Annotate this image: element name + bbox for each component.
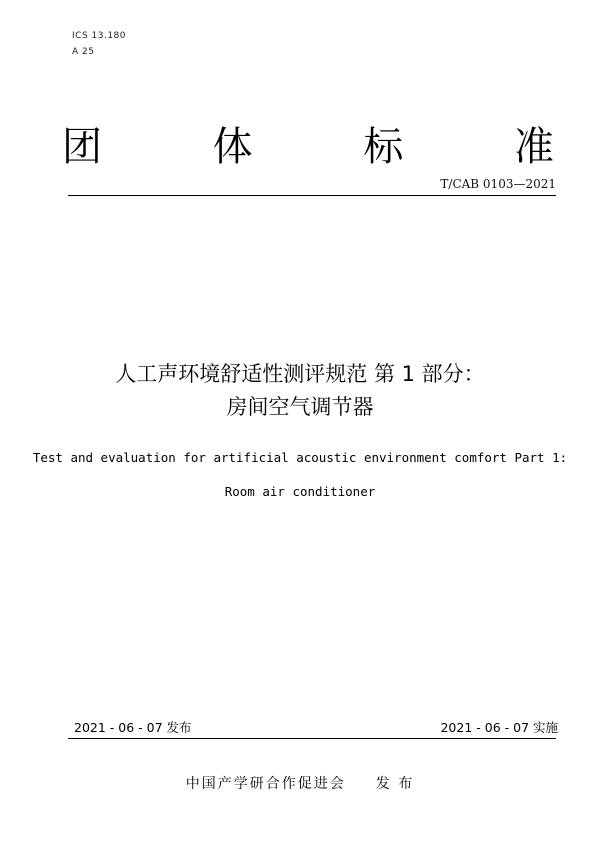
implement-date: 2021 - 06 - 07 实施 (440, 720, 558, 735)
footer-divider (68, 738, 556, 739)
classification-code: A 25 (72, 47, 95, 57)
standard-type-char: 标 (363, 124, 404, 170)
standard-type-title (62, 122, 554, 172)
issuer-action: 发 布 (375, 776, 415, 792)
document-subtitle-zh: 房间空气调节器 (226, 395, 374, 419)
header-divider (68, 195, 556, 196)
standard-type-char: 团 (62, 124, 102, 170)
issuer-name: 中国产学研合作促进会 (185, 776, 346, 792)
issuer (0, 773, 600, 793)
document-title-zh: 人工声环境舒适性测评规范 第 1 部分： (115, 362, 485, 386)
standard-number: T/CAB 0103—2021 (440, 177, 556, 191)
publish-date: 2021 - 06 - 07 发布 (74, 720, 192, 735)
document-subtitle-en: Room air conditioner (224, 484, 376, 499)
document-title-en: Test and evaluation for artificial acoustic environment comfort Part 1: (32, 450, 568, 465)
ics-code: ICS 13.180 (72, 31, 127, 41)
standard-type-char: 体 (212, 124, 253, 170)
standard-type-char: 准 (513, 124, 554, 170)
